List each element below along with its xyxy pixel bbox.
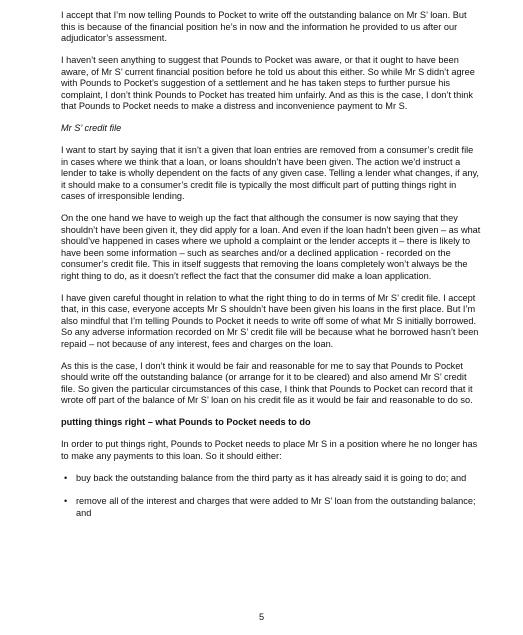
bullet-icon: • bbox=[64, 496, 68, 506]
paragraph-credit-file-intro: I want to start by saying that it isn’t a given that loan entries are removed from a consumer’s credit file in cases where we think that a loan, or loans shouldn’t have been given. The action we’d instruct a lender to take is wholly dependent on the facts of any given case. Telling a lender what changes, if any, it should make to a consumer’s credit file is typically the most difficult part of putting things right in cases of irresponsible lending. bbox=[61, 145, 479, 201]
heading-putting-things-right: putting things right – what Pounds to Pocket needs to do bbox=[61, 417, 311, 427]
paragraph-fair-reasonable: As this is the case, I don’t think it would be fair and reasonable for me to say that Pounds to Pocket should write off the outstanding balance (or arrange for it to be cleared) and also amend Mr S’ credit file. So given the particular circumstances of this case, I think that Pounds to Pocket can record that it wrote off part of the balance of Mr S’ loan on his credit file as it would be fair and reasonable to do so. bbox=[61, 360, 473, 405]
bullet-icon: • bbox=[64, 472, 68, 483]
paragraph-weigh-up: On the one hand we have to weigh up the fact that although the consumer is now saying that they shouldn’t have been given it, they did apply for a loan. And even if the loan hadn’t been given – as what should’ve happened in cases where we uphold a complaint or the lender accepts it – there is likely to have been some information – such as searches and/or a declined application - recorded on the consumer’s credit file. This in itself suggests that removing the loans completely won’t always be the right thing to do, as it doesn’t reflect the fact that the consumer did make a loan application. bbox=[61, 213, 481, 281]
subheading-credit-file: Mr S’ credit file bbox=[61, 123, 122, 133]
paragraph-write-off-acceptance: I accept that I’m now telling Pounds to Pocket to write off the outstanding balance on Mr S’ loan. But this is because of the financial position he’s in now and the information he provided to us after our adjudicator’s assessment. bbox=[61, 10, 467, 43]
bullet-list bbox=[61, 473, 481, 520]
paragraph-no-distress-payment: I haven’t seen anything to suggest that Pounds to Pocket was aware, or that it ought to have been aware, of Mr S’ current financial position before he told us about this either. So while Mr S didn’t agree with Pounds to Pocket’s suggestion of a settlement and he has taken steps to further pursue his complaint, I don’t think Pounds to Pocket has treated him unfairly. And as this is the case, I don’t think that Pounds to Pocket needs to make a distress and inconvenience payment to Mr S. bbox=[61, 55, 475, 111]
paragraph-careful-thought: I have given careful thought in relation to what the right thing to do in terms of Mr S’ credit file. I accept that, in this case, everyone accepts Mr S shouldn’t have been given his loans in the first place. But I’m also mindful that I’m telling Pounds to Pocket it needs to write off some of what Mr S initially borrowed. So any adverse information recorded on Mr S’ credit file will be because what he borrowed hasn’t been repaid – not because of any interest, fees and charges on the loan. bbox=[61, 292, 479, 349]
page-number: 5 bbox=[258, 612, 265, 622]
list-item bbox=[61, 496, 481, 519]
list-item bbox=[61, 473, 481, 485]
paragraph-put-things-right: In order to put things right, Pounds to Pocket needs to place Mr S in a position where he no longer has to make any payments to this loan. So it should either: bbox=[61, 439, 478, 461]
list-item-text: remove all of the interest and charges that were added to Mr S’ loan from the outstanding balance; and bbox=[76, 496, 476, 518]
list-item-text: buy back the outstanding balance from the third party as it has already said it is going to do; and bbox=[76, 472, 467, 483]
document-page bbox=[61, 10, 481, 531]
